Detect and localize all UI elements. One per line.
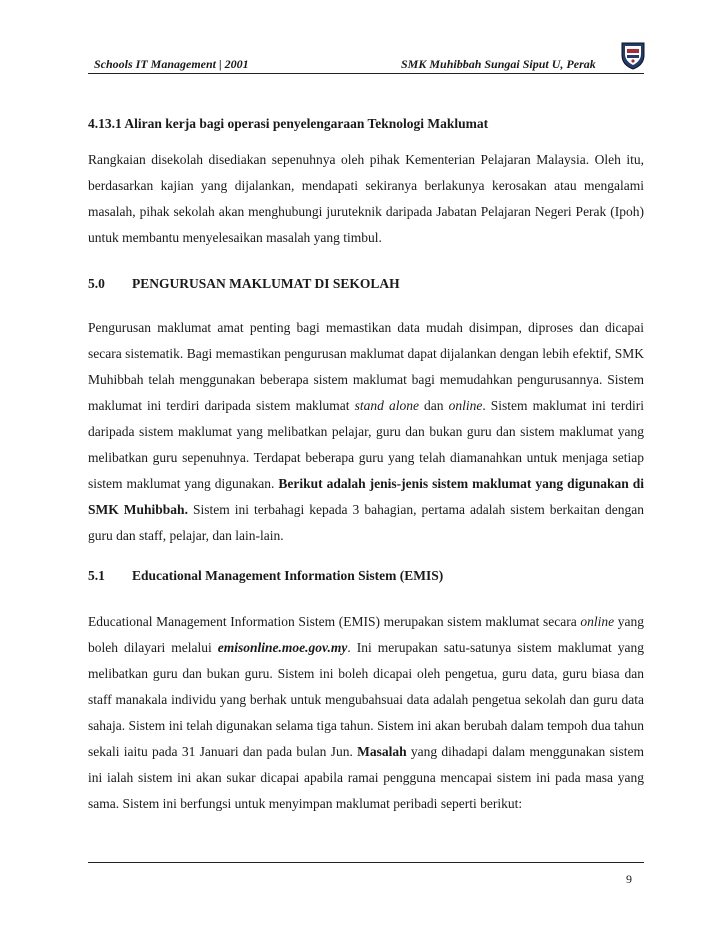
page-header: [88, 50, 644, 76]
footer-rule: [88, 862, 644, 863]
section-title: Educational Management Information Sistem (EMIS): [132, 568, 444, 583]
section-5-1-heading: [88, 568, 443, 584]
italic-term: stand alone: [354, 398, 419, 413]
text-run: dan: [418, 398, 449, 413]
text-run: Pengurusan maklumat amat penting bagi memastikan data mudah disimpan, diproses dan dicapai secara sistematik. Bagi memastikan pengurusan maklumat dapat dijalankan dengan lebih efektif, SMK Muhibbah telah menggunakan beberapa sistem maklumat bagi memudahkan pengurusannya. Sistem maklumat ini terdiri daripada sistem maklumat: [88, 320, 644, 413]
paragraph-network: Rangkaian disekolah disediakan sepenuhnya oleh pihak Kementerian Pelajaran Malaysia. Oleh itu, berdasarkan kajian yang dijalankan, mendapati sekiranya berlakunya kerosakan atau mengalami masalah, pihak sekolah akan menghubungi juruteknik daripada Jabatan Pelajaran Negeri Perak (Ipoh) untuk membantu menyelesaikan masalah yang timbul.: [88, 152, 644, 245]
italic-term: online: [580, 614, 615, 629]
header-right-text: SMK Muhibbah Sungai Siput U, Perak: [401, 57, 596, 71]
section-number: 5.1: [88, 568, 105, 583]
text-run: yang boleh dilayari melalui: [88, 614, 644, 655]
text-run: yang dihadapi dalam menggunakan sistem ini ialah sistem ini akan sukar dicapai apabila ramai pengguna mencapai sistem ini pada masa yang sama. Sistem ini berfungsi untuk menyimpan maklumat peribadi seperti berikut:: [88, 744, 644, 811]
page-number: 9: [626, 872, 632, 886]
section-4-13-1-heading: 4.13.1 Aliran kerja bagi operasi penyelengaraan Teknologi Maklumat: [88, 116, 489, 131]
text-run: Sistem ini terbahagi kepada 3 bahagian, pertama adalah sistem berkaitan dengan guru dan staff, pelajar, dan lain-lain.: [88, 502, 644, 543]
bold-term: Masalah: [357, 744, 407, 759]
text-run: . Sistem maklumat ini terdiri daripada sistem maklumat yang melibatkan pelajar, guru dan bukan guru dan sistem maklumat yang melibatkan guru sepenuhnya. Terdapat beberapa guru yang telah diamanahkan untuk menjaga setiap sistem maklumat yang digunakan.: [88, 398, 644, 491]
italic-term: online: [448, 398, 483, 413]
section-number: 5.0: [88, 276, 105, 291]
header-rule: [88, 73, 644, 74]
school-crest-icon: [620, 40, 646, 70]
paragraph-emis: [88, 609, 644, 817]
text-run: . Ini merupakan satu-satunya sistem maklumat yang melibatkan guru dan bukan guru. Sistem ini boleh dicapai oleh pengetua, guru data, guru biasa dan staff manakala individu yang berhak untuk mengubahsuai data adalah pengetua sekolah dan guru data sahaja. Sistem ini telah digunakan selama tiga tahun. Sistem ini akan berubah dalam tempoh dua tahun sekali iaitu pada 31 Januari dan pada bulan Jun.: [88, 640, 644, 759]
bold-sentence: Berikut adalah jenis-jenis sistem maklumat yang digunakan di SMK Muhibbah.: [88, 476, 644, 517]
section-5-0-heading: [88, 276, 400, 292]
section-title: PENGURUSAN MAKLUMAT DI SEKOLAH: [132, 276, 400, 291]
emis-url: emisonline.moe.gov.my: [217, 640, 348, 655]
paragraph-info-management: [88, 315, 644, 549]
header-left-text: Schools IT Management | 2001: [94, 57, 249, 71]
text-run: Educational Management Information Sistem (EMIS) merupakan sistem maklumat secara: [88, 614, 581, 629]
